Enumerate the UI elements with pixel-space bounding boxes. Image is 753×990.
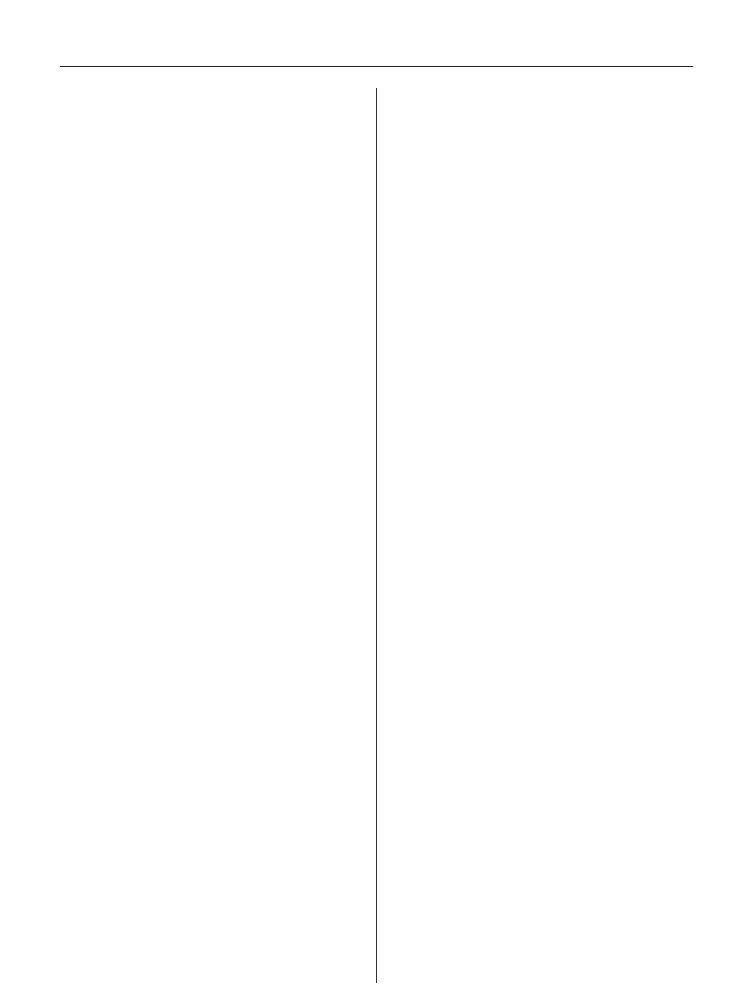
page-header bbox=[60, 49, 693, 63]
left-column bbox=[60, 88, 364, 138]
header-rule bbox=[60, 66, 693, 67]
column-divider bbox=[376, 88, 377, 983]
right-column bbox=[385, 88, 689, 139]
